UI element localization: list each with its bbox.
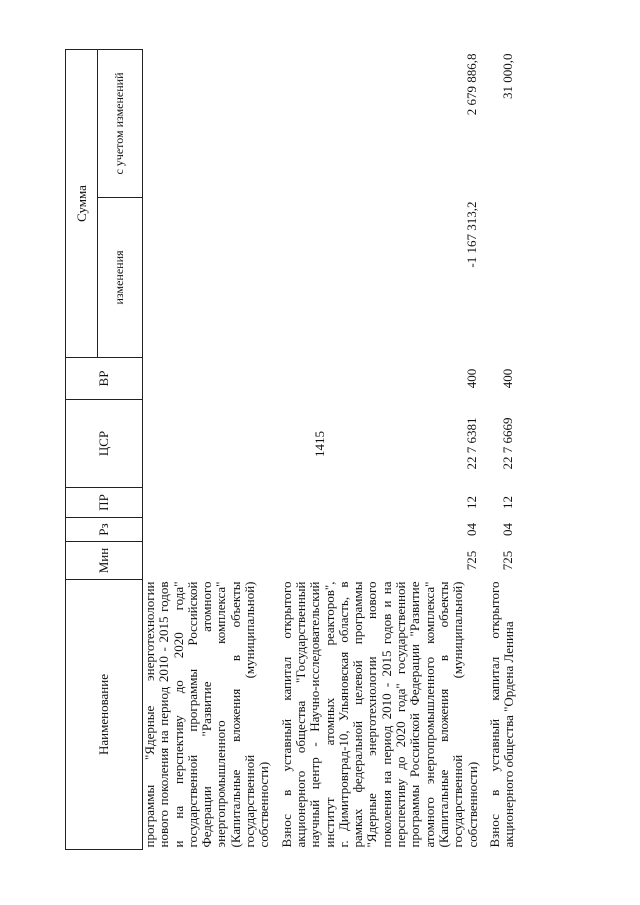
name-line: рамках федеральной целевой программы — [350, 581, 366, 848]
cell-rz: 04 — [500, 523, 516, 536]
page-number: 1415 — [312, 431, 327, 457]
name-line: и на перспективу до 2020 года" — [170, 581, 186, 848]
name-line: акционерного общества "Ордена Ленина — [501, 621, 517, 848]
header-vr: ВР — [66, 358, 143, 400]
table-row — [280, 50, 480, 850]
cell-min — [143, 542, 272, 580]
cell-csr: 22 7 6669 — [500, 417, 516, 470]
name-line: (Капитальные вложения в объекты — [227, 581, 243, 848]
header-with-change: с учетом изменений — [98, 50, 143, 198]
name-line: Взнос в уставный капитал открытого — [486, 581, 502, 848]
name-line: г. Димитровград-10, Ульяновская область, в — [335, 581, 351, 848]
name-line: "Ядерные энерготехнологии нового — [364, 581, 380, 848]
cell-min: 725 — [463, 550, 479, 571]
name-line: собственности) — [256, 761, 272, 848]
name-line: научный центр - Научно-исследовательский — [307, 581, 323, 848]
rotated-page — [65, 50, 585, 850]
cell-with-change — [143, 50, 272, 198]
name-line: программы "Ядерные энерготехнологии — [142, 581, 157, 848]
cell-with-change: 31 000,0 — [500, 53, 516, 99]
cell-pr: 12 — [463, 496, 479, 509]
name-line: энергопромышленного комплекса" — [213, 581, 229, 848]
name-line: Взнос в уставный капитал открытого — [278, 581, 294, 848]
table-row — [143, 50, 272, 850]
header-pr: ПР — [66, 488, 143, 518]
header-name: Наименование — [66, 580, 143, 850]
name-line: поколения на период 2010 - 2015 годов и на — [378, 581, 394, 848]
name-line: акционерного общества "Государственный — [292, 581, 308, 848]
cell-change: -1 167 313,2 — [463, 201, 479, 268]
table-body — [143, 50, 517, 850]
header-sum: Сумма — [66, 50, 98, 358]
header-change: изменения — [98, 198, 143, 358]
cell-min: 725 — [500, 550, 516, 571]
header-csr: ЦСР — [66, 400, 143, 488]
cell-with-change: 2 679 886,8 — [463, 53, 479, 116]
name-line: собственности) — [464, 761, 480, 848]
cell-change — [143, 198, 272, 358]
cell-rz — [143, 518, 272, 542]
table-row — [488, 50, 517, 850]
name-line: атомного энергопромышленного комплекса" — [421, 581, 437, 848]
name-line: государственной (муниципальной) — [242, 581, 258, 848]
name-line: программы Российской Федерации "Развитие — [407, 581, 423, 848]
name-line: институт атомных реакторов", — [321, 581, 337, 848]
name-line: нового поколения на период 2010 - 2015 годов — [156, 581, 172, 848]
cell-vr: 400 — [463, 368, 479, 389]
header-rz: Рз — [66, 518, 143, 542]
row-name — [143, 580, 272, 850]
row-name — [280, 580, 480, 850]
name-line: (Капитальные вложения в объекты — [435, 581, 451, 848]
cell-rz: 04 — [463, 523, 479, 536]
cell-pr: 12 — [500, 496, 516, 509]
cell-csr: 22 7 6381 — [463, 417, 479, 470]
name-line: государственной программы Российской — [184, 581, 200, 848]
name-line: перспективу до 2020 года" государственной — [393, 581, 409, 848]
name-line: государственной (муниципальной) — [450, 581, 466, 848]
name-line: Федерации "Развитие атомного — [199, 581, 215, 848]
cell-csr — [143, 400, 272, 488]
row-name — [488, 580, 517, 850]
cell-change — [488, 198, 517, 358]
cell-vr: 400 — [500, 368, 516, 389]
budget-table — [65, 49, 516, 850]
cell-pr — [143, 488, 272, 518]
cell-vr — [143, 358, 272, 400]
header-min: Мин — [66, 542, 143, 580]
